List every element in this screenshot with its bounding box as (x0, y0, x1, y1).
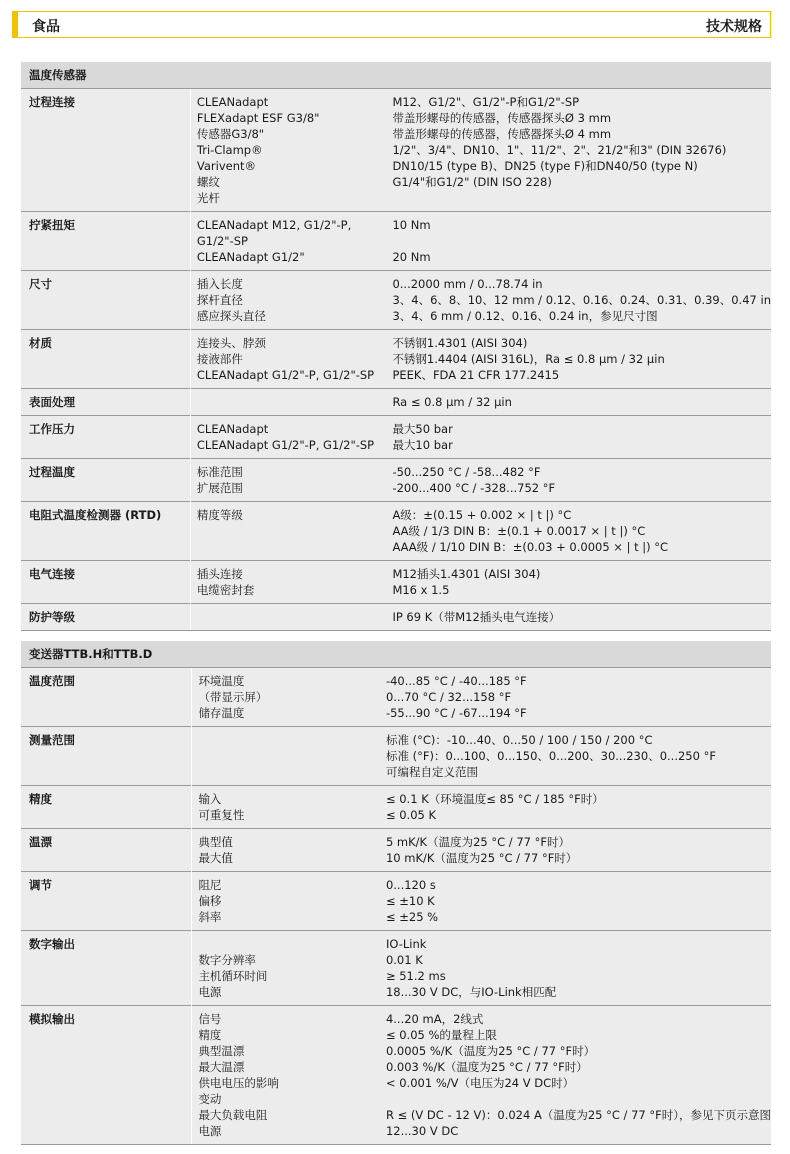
spec-row (21, 330, 771, 389)
spec-sublabel: 最大值 (198, 851, 233, 865)
spec-sublabel: 供电电压的影响 (198, 1076, 279, 1090)
spec-values (385, 502, 771, 561)
spec-sublabel: 输入 (198, 792, 222, 806)
spec-label: 工作压力 (21, 416, 190, 459)
spec-value: 3、4、6、8、10、12 mm / 0.12、0.16、0.24、0.31、0.39、0.47 in (392, 293, 771, 307)
spec-value: 18...30 V DC，与IO-Link相匹配 (385, 985, 557, 999)
spec-values (385, 271, 771, 330)
spec-row (21, 1006, 771, 1145)
spec-sublabels (190, 212, 385, 271)
spec-sublabel: 变动 (198, 1092, 222, 1106)
spec-sublabel: （带显示屏） (198, 690, 268, 704)
spec-sublabel: 传感器G3/8" (196, 127, 265, 141)
spec-value: 带盖形螺母的传感器，传感器探头Ø 4 mm (392, 127, 612, 141)
spec-value: 标准 (°C)：-10...40、0...50 / 100 / 150 / 200 °C (385, 733, 653, 747)
spec-values (385, 604, 771, 631)
spec-label: 调节 (21, 872, 192, 931)
header-category: 食品 (32, 19, 60, 35)
spec-sublabel: CLEANadapt G1/2"-P, G1/2"-SP (196, 368, 375, 382)
spec-row (21, 786, 771, 829)
spec-values (379, 931, 771, 1006)
spec-values (379, 1006, 771, 1145)
spec-value: ≤ 0.05 K (385, 808, 437, 822)
spec-sublabel: 电源 (198, 985, 222, 999)
spec-label: 数字输出 (21, 931, 192, 1006)
spec-label: 材质 (21, 330, 190, 389)
spec-value: G1/4"和G1/2" (DIN ISO 228) (392, 175, 552, 189)
spec-values (385, 212, 771, 271)
spec-sublabel: Varivent® (196, 159, 257, 173)
spec-values (379, 829, 771, 872)
spec-sublabels (192, 931, 379, 1006)
spec-label: 精度 (21, 786, 192, 829)
spec-values (379, 786, 771, 829)
spec-label: 电阻式温度检测器 (RTD) (21, 502, 190, 561)
spec-value: 10 Nm (392, 218, 431, 232)
spec-sublabel (198, 764, 379, 780)
spec-value: A级：±(0.15 + 0.002 × | t |) °C (392, 508, 572, 522)
spec-sublabels (190, 561, 385, 604)
spec-value (392, 190, 771, 206)
spec-value: DN10/15 (type B)、DN25 (type F)和DN40/50 (type N) (392, 159, 698, 173)
spec-sublabel: 偏移 (198, 894, 222, 908)
spec-sublabel: 光杆 (196, 191, 220, 205)
spec-sublabel (197, 539, 386, 555)
spec-row (21, 872, 771, 931)
spec-value: 不锈钢1.4301 (AISI 304) (392, 336, 528, 350)
spec-row (21, 502, 771, 561)
spec-label: 温漂 (21, 829, 192, 872)
spec-sublabels (192, 829, 379, 872)
spec-sublabel: 信号 (198, 1012, 222, 1026)
spec-sublabel: CLEANadapt (196, 422, 269, 436)
spec-values (385, 416, 771, 459)
spec-sublabels (190, 271, 385, 330)
spec-sublabel (197, 609, 386, 625)
spec-label: 防护等级 (21, 604, 190, 631)
spec-value: 10 mK/K（温度为25 °C / 77 °F时） (385, 851, 578, 865)
spec-sublabel (197, 394, 386, 410)
spec-label: 测量范围 (21, 727, 192, 786)
spec-sublabel: 典型值 (198, 835, 233, 849)
spec-value: 0...70 °C / 32...158 °F (385, 690, 512, 704)
spec-sublabel: 最大温漂 (198, 1060, 245, 1074)
spec-sublabels (190, 502, 385, 561)
spec-sublabel: 数字分辨率 (198, 953, 256, 967)
spec-sublabels (190, 389, 385, 416)
spec-sublabel: 螺纹 (196, 175, 220, 189)
transmitter-spec-table (21, 641, 771, 1145)
spec-label: 过程温度 (21, 459, 190, 502)
spec-sublabels (190, 604, 385, 631)
header-bar (12, 11, 771, 38)
spec-sublabels (192, 668, 379, 727)
spec-sublabel: 精度 (198, 1028, 222, 1042)
spec-sublabel (198, 748, 379, 764)
spec-label: 过程连接 (21, 89, 190, 212)
spec-values (385, 561, 771, 604)
spec-row (21, 561, 771, 604)
spec-sublabel: G1/2"-SP (196, 234, 248, 248)
spec-value: PEEK、FDA 21 CFR 177.2415 (392, 368, 560, 382)
spec-sublabel: 精度等级 (196, 508, 243, 522)
spec-value: ≤ ±10 K (385, 894, 435, 908)
spec-sublabel (198, 936, 379, 952)
spec-value: ≤ 0.1 K（环境温度≤ 85 °C / 185 °F时） (385, 792, 604, 806)
spec-sublabel: 扩展范围 (196, 481, 243, 495)
spec-values (379, 727, 771, 786)
sensor-spec-table (21, 62, 771, 631)
spec-sublabel: 探杆直径 (196, 293, 243, 307)
spec-row (21, 459, 771, 502)
spec-value: < 0.001 %/V（电压为24 V DC时） (385, 1076, 575, 1090)
spec-value: 带盖形螺母的传感器，传感器探头Ø 3 mm (392, 111, 612, 125)
spec-value (392, 233, 771, 249)
spec-label: 模拟输出 (21, 1006, 192, 1145)
spec-row (21, 727, 771, 786)
spec-value: -200...400 °C / -328...752 °F (392, 481, 556, 495)
spec-sublabel: 电源 (198, 1124, 222, 1138)
table-title: 温度传感器 (21, 62, 771, 89)
spec-row (21, 271, 771, 330)
spec-value: M16 x 1.5 (392, 583, 450, 597)
spec-value: 最大50 bar (392, 422, 453, 436)
spec-row (21, 829, 771, 872)
spec-value: 0.0005 %/K（温度为25 °C / 77 °F时） (385, 1044, 596, 1058)
spec-row (21, 604, 771, 631)
spec-value: -50...250 °C / -58...482 °F (392, 465, 541, 479)
spec-value: 4...20 mA，2线式 (385, 1012, 484, 1026)
spec-value: 5 mK/K（温度为25 °C / 77 °F时） (385, 835, 570, 849)
spec-value (386, 1091, 771, 1107)
spec-value: 0...120 s (385, 878, 436, 892)
spec-sublabel: 环境温度 (198, 674, 245, 688)
spec-sublabels (192, 727, 379, 786)
spec-value: M12、G1/2"、G1/2"-P和G1/2"-SP (392, 95, 580, 109)
spec-value: 0.01 K (385, 953, 423, 967)
spec-sublabels (190, 330, 385, 389)
spec-row (21, 668, 771, 727)
spec-value: ≤ ±25 % (385, 910, 439, 924)
table-title: 变送器TTB.H和TTB.D (21, 641, 771, 668)
spec-sublabels (192, 1006, 379, 1145)
spec-sublabel: 最大负载电阻 (198, 1108, 268, 1122)
spec-sublabel: 典型温漂 (198, 1044, 245, 1058)
spec-value: 3、4、6 mm / 0.12、0.16、0.24 in，参见尺寸图 (392, 309, 658, 323)
spec-sublabel: CLEANadapt G1/2" (196, 250, 305, 264)
spec-sublabel: 感应探头直径 (196, 309, 266, 323)
spec-sublabel (198, 732, 379, 748)
spec-sublabels (192, 872, 379, 931)
spec-sublabel: FLEXadapt ESF G3/8" (196, 111, 320, 125)
spec-sublabels (192, 786, 379, 829)
spec-value: 20 Nm (392, 250, 431, 264)
spec-value: 12...30 V DC (385, 1124, 459, 1138)
spec-value: 标准 (°F)：0...100、0...150、0...200、30...230、0...250 °F (385, 749, 716, 763)
spec-value: -55...90 °C / -67...194 °F (385, 706, 527, 720)
spec-value: R ≤ (V DC - 12 V)：0.024 A（温度为25 °C / 77 °F时），参见下页示意图 (385, 1108, 771, 1122)
spec-sublabel: 斜率 (198, 910, 222, 924)
spec-value: M12插头1.4301 (AISI 304) (392, 567, 541, 581)
spec-value: 不锈钢1.4404 (AISI 316L)，Ra ≤ 0.8 μm / 32 μin (392, 352, 665, 366)
spec-sublabel: 连接头、脖颈 (196, 336, 266, 350)
spec-value: AA级 / 1/3 DIN B：±(0.1 + 0.0017 × | t |) °C (392, 524, 646, 538)
spec-row (21, 416, 771, 459)
spec-sublabel: 插入长度 (196, 277, 243, 291)
spec-sublabel: 阻尼 (198, 878, 222, 892)
spec-sublabel: 接液部件 (196, 352, 243, 366)
spec-sublabel: 标准范围 (196, 465, 243, 479)
spec-values (385, 330, 771, 389)
spec-sublabel: 主机循环时间 (198, 969, 268, 983)
spec-value: AAA级 / 1/10 DIN B：±(0.03 + 0.0005 × | t |) °C (392, 540, 669, 554)
spec-value: 0.003 %/K（温度为25 °C / 77 °F时） (385, 1060, 588, 1074)
spec-sublabel: 可重复性 (198, 808, 245, 822)
spec-label: 温度范围 (21, 668, 192, 727)
spec-sublabel: CLEANadapt M12, G1/2"-P, (196, 218, 352, 232)
spec-values (379, 872, 771, 931)
spec-label: 尺寸 (21, 271, 190, 330)
spec-sublabel: 插头连接 (196, 567, 243, 581)
spec-row (21, 89, 771, 212)
spec-row (21, 389, 771, 416)
spec-value: ≥ 51.2 ms (385, 969, 446, 983)
spec-sublabel: Tri-Clamp® (196, 143, 263, 157)
spec-sublabel: 电缆密封套 (196, 583, 255, 597)
spec-row (21, 212, 771, 271)
spec-value: IO-Link (385, 937, 427, 951)
spec-value: ≤ 0.05 %的量程上限 (385, 1028, 497, 1042)
spec-sublabel (197, 523, 386, 539)
spec-label: 拧紧扭矩 (21, 212, 190, 271)
spec-value: 可编程自定义范围 (385, 765, 478, 779)
spec-value: 最大10 bar (392, 438, 453, 452)
spec-value: Ra ≤ 0.8 μm / 32 μin (392, 395, 512, 409)
spec-sublabel: CLEANadapt (196, 95, 269, 109)
spec-sublabels (190, 459, 385, 502)
spec-values (379, 668, 771, 727)
spec-values (385, 459, 771, 502)
spec-value: 0...2000 mm / 0...78.74 in (392, 277, 543, 291)
header-section-title: 技术规格 (706, 19, 762, 35)
spec-value: IP 69 K（带M12插头电气连接） (392, 610, 561, 624)
spec-sublabel: 储存温度 (198, 706, 245, 720)
spec-values (385, 389, 771, 416)
spec-values (385, 89, 771, 212)
spec-row (21, 931, 771, 1006)
spec-value: 1/2"、3/4"、DN10、1"、11/2"、2"、21/2"和3" (DIN 32676) (392, 143, 727, 157)
spec-sublabel: CLEANadapt G1/2"-P, G1/2"-SP (196, 438, 375, 452)
spec-sublabels (190, 89, 385, 212)
spec-label: 电气连接 (21, 561, 190, 604)
spec-label: 表面处理 (21, 389, 190, 416)
spec-value: -40...85 °C / -40...185 °F (385, 674, 527, 688)
spec-sublabels (190, 416, 385, 459)
